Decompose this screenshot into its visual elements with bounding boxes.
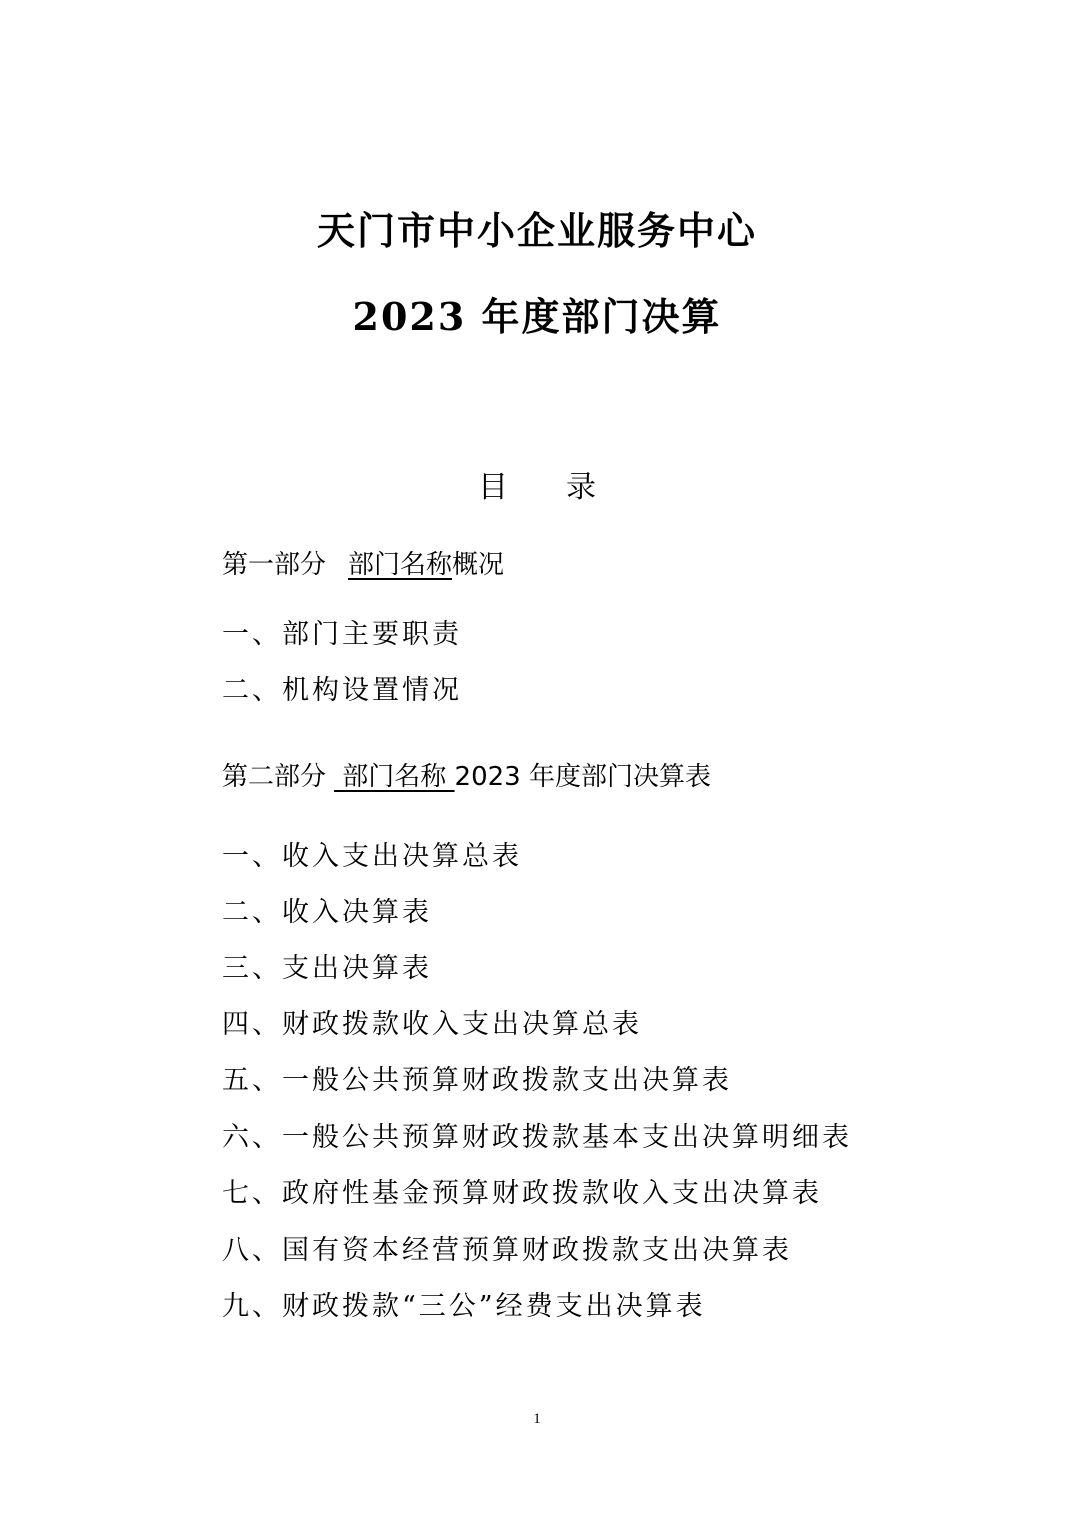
toc-item: 八、国有资本经营预算财政拨款支出决算表	[222, 1235, 792, 1266]
toc-item: 二、机构设置情况	[222, 675, 462, 706]
page-number: 1	[533, 1411, 541, 1427]
toc-item: 三、支出决算表	[222, 953, 432, 984]
part-1-heading	[222, 544, 504, 581]
part-2-department-name: 部门名称	[334, 762, 455, 792]
document-subtitle: 2023 年度部门决算	[352, 294, 722, 339]
part-2-suffix: 2023 年度部门决算表	[454, 762, 711, 792]
toc-heading-char-1: 目	[478, 470, 508, 505]
toc-item: 一、收入支出决算总表	[222, 841, 522, 872]
toc-item: 一、部门主要职责	[222, 619, 462, 650]
toc-item: 七、政府性基金预算财政拨款收入支出决算表	[222, 1178, 822, 1209]
part-1-suffix: 概况	[452, 550, 505, 580]
toc-heading	[0, 462, 1074, 506]
part-2-label: 第二部分	[222, 762, 327, 792]
document-title: 天门市中小企业服务中心	[316, 208, 757, 253]
part-1-label: 第一部分	[222, 550, 327, 580]
toc-heading-char-2: 录	[566, 470, 596, 505]
toc-item: 六、一般公共预算财政拨款基本支出决算明细表	[222, 1122, 852, 1153]
toc-item: 五、一般公共预算财政拨款支出决算表	[222, 1065, 732, 1096]
toc-item: 四、财政拨款收入支出决算总表	[222, 1009, 642, 1040]
part-2-heading	[222, 756, 711, 793]
toc-item: 九、财政拨款“三公”经费支出决算表	[222, 1291, 706, 1322]
part-1-department-name: 部门名称	[348, 550, 453, 580]
toc-item: 二、收入决算表	[222, 897, 432, 928]
